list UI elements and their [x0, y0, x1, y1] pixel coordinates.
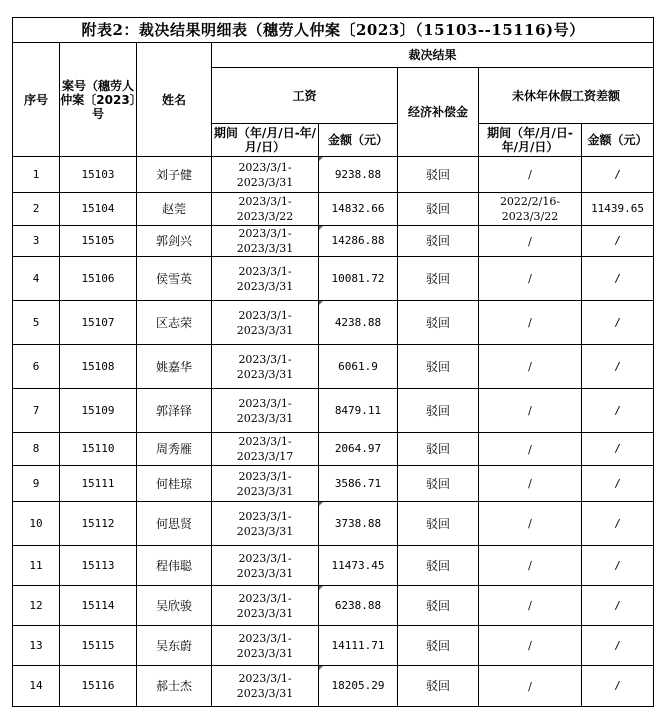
- row-leave-amount: [582, 257, 654, 301]
- row-compensation-text: 驳回: [425, 202, 450, 216]
- row-leave-period: [479, 586, 582, 626]
- row-compensation: [398, 157, 479, 193]
- row-leave-period-text: /: [528, 404, 532, 417]
- row-name-text: 郝士杰: [155, 679, 192, 693]
- cell-flag-icon: [319, 586, 323, 590]
- row-leave-period-text: /: [528, 639, 532, 652]
- header-name: 姓名: [137, 43, 212, 157]
- row-wage-amount: [319, 157, 398, 193]
- cell-flag-icon: [319, 301, 323, 305]
- row-leave-period-text: /: [528, 477, 532, 490]
- row-case-no: [60, 666, 137, 707]
- row-leave-amount-text: /: [614, 476, 621, 490]
- row-wage-period-text: 2023/3/1- 2023/3/31: [236, 631, 294, 660]
- row-wage-amount: [319, 502, 398, 546]
- row-name-text: 郭泽铎: [155, 403, 192, 418]
- row-case-no-text: 15116: [81, 679, 115, 692]
- row-leave-amount-text: /: [614, 234, 621, 247]
- row-wage-period: [212, 389, 319, 433]
- row-seq-text: 14: [29, 679, 43, 692]
- row-seq: [13, 666, 60, 707]
- row-compensation-text: 驳回: [425, 234, 450, 248]
- row-seq: [13, 157, 60, 193]
- row-case-no-text: 15105: [81, 234, 115, 247]
- row-leave-amount-text: /: [614, 167, 621, 181]
- row-case-no-text: 15107: [81, 315, 115, 329]
- row-compensation-text: 驳回: [425, 638, 450, 653]
- row-compensation: [398, 666, 479, 707]
- row-leave-amount: [582, 193, 654, 226]
- header-wage-amount: 金额（元）: [319, 124, 398, 157]
- row-name-text: 何桂琼: [155, 476, 192, 491]
- row-case-no-text: 15113: [81, 558, 115, 572]
- row-leave-period-text: /: [528, 517, 532, 530]
- row-compensation-text: 驳回: [425, 315, 450, 330]
- row-wage-period: [212, 226, 319, 257]
- row-leave-period: [479, 226, 582, 257]
- row-seq: [13, 257, 60, 301]
- row-leave-period: [479, 301, 582, 345]
- row-case-no-text: 15103: [81, 167, 115, 181]
- table-row: [13, 257, 654, 301]
- row-case-no: [60, 586, 137, 626]
- row-name: [137, 502, 212, 546]
- row-seq: [13, 389, 60, 433]
- cell-flag-icon: [319, 226, 323, 230]
- row-wage-period: [212, 433, 319, 466]
- row-wage-period-text: 2023/3/1- 2023/3/31: [236, 308, 294, 337]
- row-seq-text: 8: [32, 442, 40, 455]
- header-annual-leave: 未休年休假工资差额: [479, 68, 654, 124]
- row-name-text: 赵莞: [161, 202, 186, 216]
- row-seq: [13, 502, 60, 546]
- row-name: [137, 345, 212, 389]
- row-compensation: [398, 433, 479, 466]
- row-case-no: [60, 546, 137, 586]
- row-leave-amount: [582, 666, 654, 707]
- row-wage-amount: [319, 345, 398, 389]
- row-leave-amount: [582, 389, 654, 433]
- row-case-no: [60, 345, 137, 389]
- row-seq-text: 10: [29, 516, 43, 530]
- row-wage-period-text: 2023/3/1- 2023/3/31: [236, 469, 294, 498]
- row-leave-period-text: /: [528, 360, 532, 373]
- row-compensation: [398, 193, 479, 226]
- row-leave-amount: [582, 586, 654, 626]
- row-wage-amount: [319, 666, 398, 707]
- row-leave-amount-text: /: [614, 442, 621, 455]
- table-row: [13, 389, 654, 433]
- row-seq-text: 3: [32, 234, 40, 247]
- table-row: [13, 157, 654, 193]
- row-case-no: [60, 257, 137, 301]
- header-wage: 工资: [212, 68, 398, 124]
- row-wage-period-text: 2023/3/1- 2023/3/31: [236, 672, 294, 700]
- row-wage-period-text: 2023/3/1- 2023/3/31: [236, 396, 294, 425]
- row-leave-amount: [582, 466, 654, 502]
- row-leave-amount-text: 11439.65: [591, 202, 645, 215]
- row-wage-period: [212, 157, 319, 193]
- row-compensation: [398, 389, 479, 433]
- row-seq-text: 9: [32, 476, 40, 490]
- row-wage-period: [212, 466, 319, 502]
- row-leave-amount-text: /: [614, 679, 621, 692]
- header-ruling-result: 裁决结果: [212, 43, 654, 68]
- row-name-text: 姚嘉华: [155, 359, 192, 374]
- row-leave-period: [479, 157, 582, 193]
- row-name: [137, 546, 212, 586]
- row-compensation-text: 驳回: [425, 271, 450, 286]
- row-wage-period: [212, 193, 319, 226]
- row-compensation: [398, 466, 479, 502]
- row-name-text: 吴东蔚: [155, 638, 192, 653]
- row-wage-amount: [319, 301, 398, 345]
- row-case-no-text: 15104: [81, 202, 115, 215]
- row-seq: [13, 301, 60, 345]
- row-wage-amount-text: 6061.9: [338, 359, 378, 373]
- header-compensation: 经济补偿金: [398, 68, 479, 157]
- row-name-text: 刘子健: [155, 167, 192, 182]
- table-row: [13, 502, 654, 546]
- row-seq: [13, 193, 60, 226]
- row-case-no-text: 15110: [81, 442, 115, 455]
- header-row-1: [13, 43, 654, 68]
- row-compensation-text: 驳回: [425, 476, 450, 491]
- row-wage-period: [212, 626, 319, 666]
- row-wage-period-text: 2023/3/1- 2023/3/31: [236, 264, 294, 293]
- row-seq-text: 4: [32, 271, 40, 285]
- row-name-text: 周秀雁: [155, 442, 192, 456]
- row-name-text: 程伟聪: [155, 558, 192, 573]
- row-seq-text: 6: [32, 359, 40, 373]
- header-seq: 序号: [13, 43, 60, 157]
- row-case-no: [60, 301, 137, 345]
- row-name: [137, 586, 212, 626]
- row-case-no: [60, 626, 137, 666]
- row-wage-period-text: 2023/3/1- 2023/3/22: [236, 195, 294, 223]
- row-leave-period: [479, 433, 582, 466]
- row-name: [137, 666, 212, 707]
- row-compensation: [398, 226, 479, 257]
- row-compensation: [398, 345, 479, 389]
- row-leave-period-text: /: [528, 679, 532, 693]
- row-wage-amount-text: 14286.88: [331, 234, 385, 247]
- row-wage-period: [212, 301, 319, 345]
- row-seq-text: 5: [32, 315, 40, 329]
- row-name: [137, 157, 212, 193]
- table-row: [13, 666, 654, 707]
- title-row: [13, 18, 654, 43]
- row-wage-amount-text: 4238.88: [334, 315, 382, 329]
- row-name: [137, 257, 212, 301]
- row-seq: [13, 626, 60, 666]
- row-compensation-text: 驳回: [425, 679, 450, 693]
- row-seq-text: 1: [32, 167, 40, 181]
- table-row: [13, 466, 654, 502]
- row-wage-amount: [319, 433, 398, 466]
- header-case-no: 案号（穗劳人仲案〔2023〕号: [60, 43, 137, 157]
- table-row: [13, 546, 654, 586]
- row-name: [137, 226, 212, 257]
- row-wage-amount-text: 3738.88: [334, 516, 382, 530]
- row-leave-period-text: /: [528, 599, 532, 612]
- row-leave-amount: [582, 502, 654, 546]
- table-row: [13, 626, 654, 666]
- row-leave-period: [479, 345, 582, 389]
- row-leave-period-text: /: [528, 559, 532, 572]
- row-wage-period-text: 2023/3/1- 2023/3/31: [236, 160, 294, 189]
- row-case-no: [60, 193, 137, 226]
- row-compensation: [398, 626, 479, 666]
- row-case-no: [60, 389, 137, 433]
- row-compensation: [398, 502, 479, 546]
- row-leave-amount-text: /: [614, 271, 621, 285]
- row-wage-amount: [319, 466, 398, 502]
- row-wage-amount: [319, 389, 398, 433]
- row-leave-period: [479, 193, 582, 226]
- row-leave-amount: [582, 157, 654, 193]
- row-seq: [13, 226, 60, 257]
- table-row: [13, 433, 654, 466]
- cell-flag-icon: [319, 666, 323, 670]
- row-wage-amount: [319, 586, 398, 626]
- row-leave-amount-text: /: [614, 315, 621, 329]
- row-wage-period-text: 2023/3/1- 2023/3/31: [236, 551, 294, 580]
- row-wage-period: [212, 586, 319, 626]
- table-row: [13, 345, 654, 389]
- row-wage-amount-text: 3586.71: [334, 476, 382, 490]
- header-leave-amount: 金额（元）: [582, 124, 654, 157]
- table-title: 附表2：裁决结果明细表（穗劳人仲案〔2023〕（15103--15116)号）: [13, 18, 654, 43]
- row-seq: [13, 345, 60, 389]
- table-row: [13, 193, 654, 226]
- row-name-text: 吴欣骏: [155, 598, 192, 613]
- table-body: [13, 157, 654, 707]
- row-name: [137, 193, 212, 226]
- row-wage-period: [212, 546, 319, 586]
- row-leave-period: [479, 257, 582, 301]
- row-leave-amount-text: /: [614, 516, 621, 530]
- row-leave-period: [479, 466, 582, 502]
- row-compensation-text: 驳回: [425, 403, 450, 418]
- row-seq: [13, 433, 60, 466]
- row-case-no-text: 15112: [81, 516, 115, 530]
- row-seq-text: 12: [29, 598, 43, 612]
- row-leave-period: [479, 389, 582, 433]
- row-case-no-text: 15106: [81, 271, 115, 285]
- row-compensation-text: 驳回: [425, 359, 450, 374]
- row-case-no-text: 15114: [81, 598, 115, 612]
- row-wage-amount-text: 9238.88: [334, 167, 382, 181]
- row-seq: [13, 466, 60, 502]
- table-row: [13, 226, 654, 257]
- row-seq-text: 2: [32, 202, 40, 215]
- row-wage-amount-text: 10081.72: [331, 271, 385, 285]
- row-compensation-text: 驳回: [425, 598, 450, 613]
- row-compensation: [398, 546, 479, 586]
- row-wage-period-text: 2023/3/1- 2023/3/17: [236, 435, 294, 463]
- row-name: [137, 389, 212, 433]
- row-leave-period: [479, 502, 582, 546]
- row-leave-period: [479, 666, 582, 707]
- row-leave-period: [479, 626, 582, 666]
- row-leave-amount-text: /: [614, 359, 621, 373]
- row-compensation: [398, 257, 479, 301]
- row-leave-amount-text: /: [614, 638, 621, 652]
- cell-flag-icon: [319, 502, 323, 506]
- row-wage-amount-text: 8479.11: [334, 403, 382, 417]
- row-leave-amount-text: /: [614, 598, 621, 612]
- row-compensation-text: 驳回: [425, 167, 450, 182]
- row-leave-amount: [582, 626, 654, 666]
- row-wage-amount-text: 18205.29: [331, 679, 385, 692]
- row-wage-period-text: 2023/3/1- 2023/3/31: [236, 509, 294, 538]
- row-wage-amount-text: 11473.45: [331, 558, 385, 572]
- row-wage-amount: [319, 257, 398, 301]
- row-leave-amount: [582, 433, 654, 466]
- row-wage-period: [212, 257, 319, 301]
- row-compensation: [398, 586, 479, 626]
- row-wage-amount-text: 6238.88: [334, 598, 382, 612]
- row-seq: [13, 586, 60, 626]
- row-wage-amount-text: 14832.66: [331, 202, 385, 215]
- row-leave-period-text: /: [528, 316, 532, 329]
- row-seq-text: 13: [29, 638, 43, 652]
- row-name: [137, 466, 212, 502]
- row-leave-period-text: 2022/2/16- 2023/3/22: [499, 195, 561, 223]
- row-case-no: [60, 433, 137, 466]
- row-name-text: 侯雪英: [155, 271, 192, 286]
- row-compensation: [398, 301, 479, 345]
- row-seq: [13, 546, 60, 586]
- header-leave-period: 期间（年/月/日-年/月/日）: [479, 124, 582, 157]
- row-wage-period-text: 2023/3/1- 2023/3/31: [236, 227, 294, 255]
- row-leave-amount: [582, 226, 654, 257]
- row-case-no: [60, 502, 137, 546]
- row-wage-amount: [319, 626, 398, 666]
- row-case-no-text: 15108: [81, 359, 115, 373]
- row-wage-amount: [319, 546, 398, 586]
- row-seq-text: 11: [29, 558, 43, 572]
- row-leave-amount-text: /: [614, 558, 621, 572]
- row-seq-text: 7: [32, 403, 40, 417]
- row-leave-period-text: /: [528, 234, 532, 248]
- row-wage-amount: [319, 226, 398, 257]
- row-case-no-text: 15111: [81, 476, 115, 490]
- row-leave-amount-text: /: [614, 403, 621, 417]
- row-name-text: 郭剑兴: [155, 234, 192, 248]
- cell-flag-icon: [319, 157, 323, 161]
- row-case-no: [60, 466, 137, 502]
- row-leave-amount: [582, 546, 654, 586]
- row-wage-period: [212, 502, 319, 546]
- row-name: [137, 433, 212, 466]
- row-case-no-text: 15115: [81, 638, 115, 652]
- row-wage-period-text: 2023/3/1- 2023/3/31: [236, 591, 294, 620]
- row-leave-period-text: /: [528, 168, 532, 181]
- row-name: [137, 626, 212, 666]
- row-name-text: 何思贤: [155, 516, 192, 531]
- row-compensation-text: 驳回: [425, 442, 450, 456]
- row-leave-amount: [582, 345, 654, 389]
- row-wage-amount: [319, 193, 398, 226]
- row-compensation-text: 驳回: [425, 558, 450, 573]
- row-compensation-text: 驳回: [425, 516, 450, 531]
- row-wage-amount-text: 2064.97: [334, 442, 382, 455]
- row-wage-period: [212, 345, 319, 389]
- row-leave-period-text: /: [528, 442, 532, 456]
- ruling-results-table: [12, 17, 654, 707]
- row-case-no-text: 15109: [81, 403, 115, 417]
- header-wage-period: 期间（年/月/日-年/月/日）: [212, 124, 319, 157]
- row-case-no: [60, 157, 137, 193]
- table-row: [13, 586, 654, 626]
- row-leave-amount: [582, 301, 654, 345]
- row-case-no: [60, 226, 137, 257]
- row-leave-period: [479, 546, 582, 586]
- row-name-text: 区志荣: [155, 315, 192, 330]
- table-row: [13, 301, 654, 345]
- row-wage-period-text: 2023/3/1- 2023/3/31: [236, 352, 294, 381]
- row-wage-amount-text: 14111.71: [331, 638, 385, 652]
- row-wage-period: [212, 666, 319, 707]
- row-leave-period-text: /: [528, 272, 532, 285]
- row-name: [137, 301, 212, 345]
